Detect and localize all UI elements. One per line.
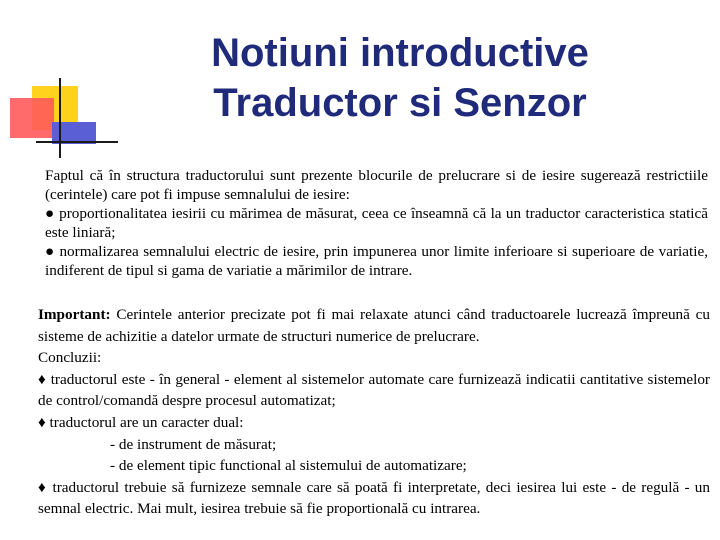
page-title xyxy=(150,28,650,128)
decorative-squares xyxy=(0,0,120,160)
intro-bullet-2: ● normalizarea semnalului electric de iesire, prin impunerea unor limite inferioare si superioare de variatie, indiferent de tipul si gama de variatie a mărimilor de intrare. xyxy=(45,243,708,279)
conclusion-2: ♦ traductorul are un caracter dual: xyxy=(38,413,244,431)
conclusion-1: ♦ traductorul este - în general - element al sistemelor automate care furnizează indicatii cantitative sistemelor de control/comandă despre procesul automatizat; xyxy=(38,370,710,410)
notes-block xyxy=(38,304,710,520)
blue-square xyxy=(52,122,96,144)
conclusion-2a: - de instrument de măsurat; xyxy=(110,435,277,453)
intro-block xyxy=(45,166,708,280)
intro-bullet-1: ● proportionalitatea iesirii cu mărimea de măsurat, ceea ce înseamnă că la un traductor caracteristica statică este liniară; xyxy=(45,205,708,241)
title-line-1: Notiuni introductive xyxy=(211,31,589,75)
conclusion-3: ♦ traductorul trebuie să furnizeze semnale care să poată fi interpretate, deci iesirea lui este - de regulă - un semnal electric. Mai mult, iesirea trebuie să fie proportională cu intrarea. xyxy=(38,478,710,518)
intro-paragraph: Faptul că în structura traductorului sunt prezente blocurile de prelucrare si de iesire sugerează restrictiile (cerintele) care pot fi impuse semnalului de iesire: xyxy=(45,167,708,203)
conclusions-heading: Concluzii: xyxy=(38,349,102,367)
important-paragraph xyxy=(38,304,710,347)
important-label: Important: xyxy=(38,306,111,323)
red-square xyxy=(10,98,54,138)
title-line-2: Traductor si Senzor xyxy=(213,81,587,125)
important-text: Cerintele anterior precizate pot fi mai relaxate atunci când traductoarele lucrează împreună cu sisteme de achizitie a datelor urmate de structuri numerice de prelucrare. xyxy=(38,306,710,345)
conclusion-2b: - de element tipic functional al sistemului de automatizare; xyxy=(110,457,467,475)
